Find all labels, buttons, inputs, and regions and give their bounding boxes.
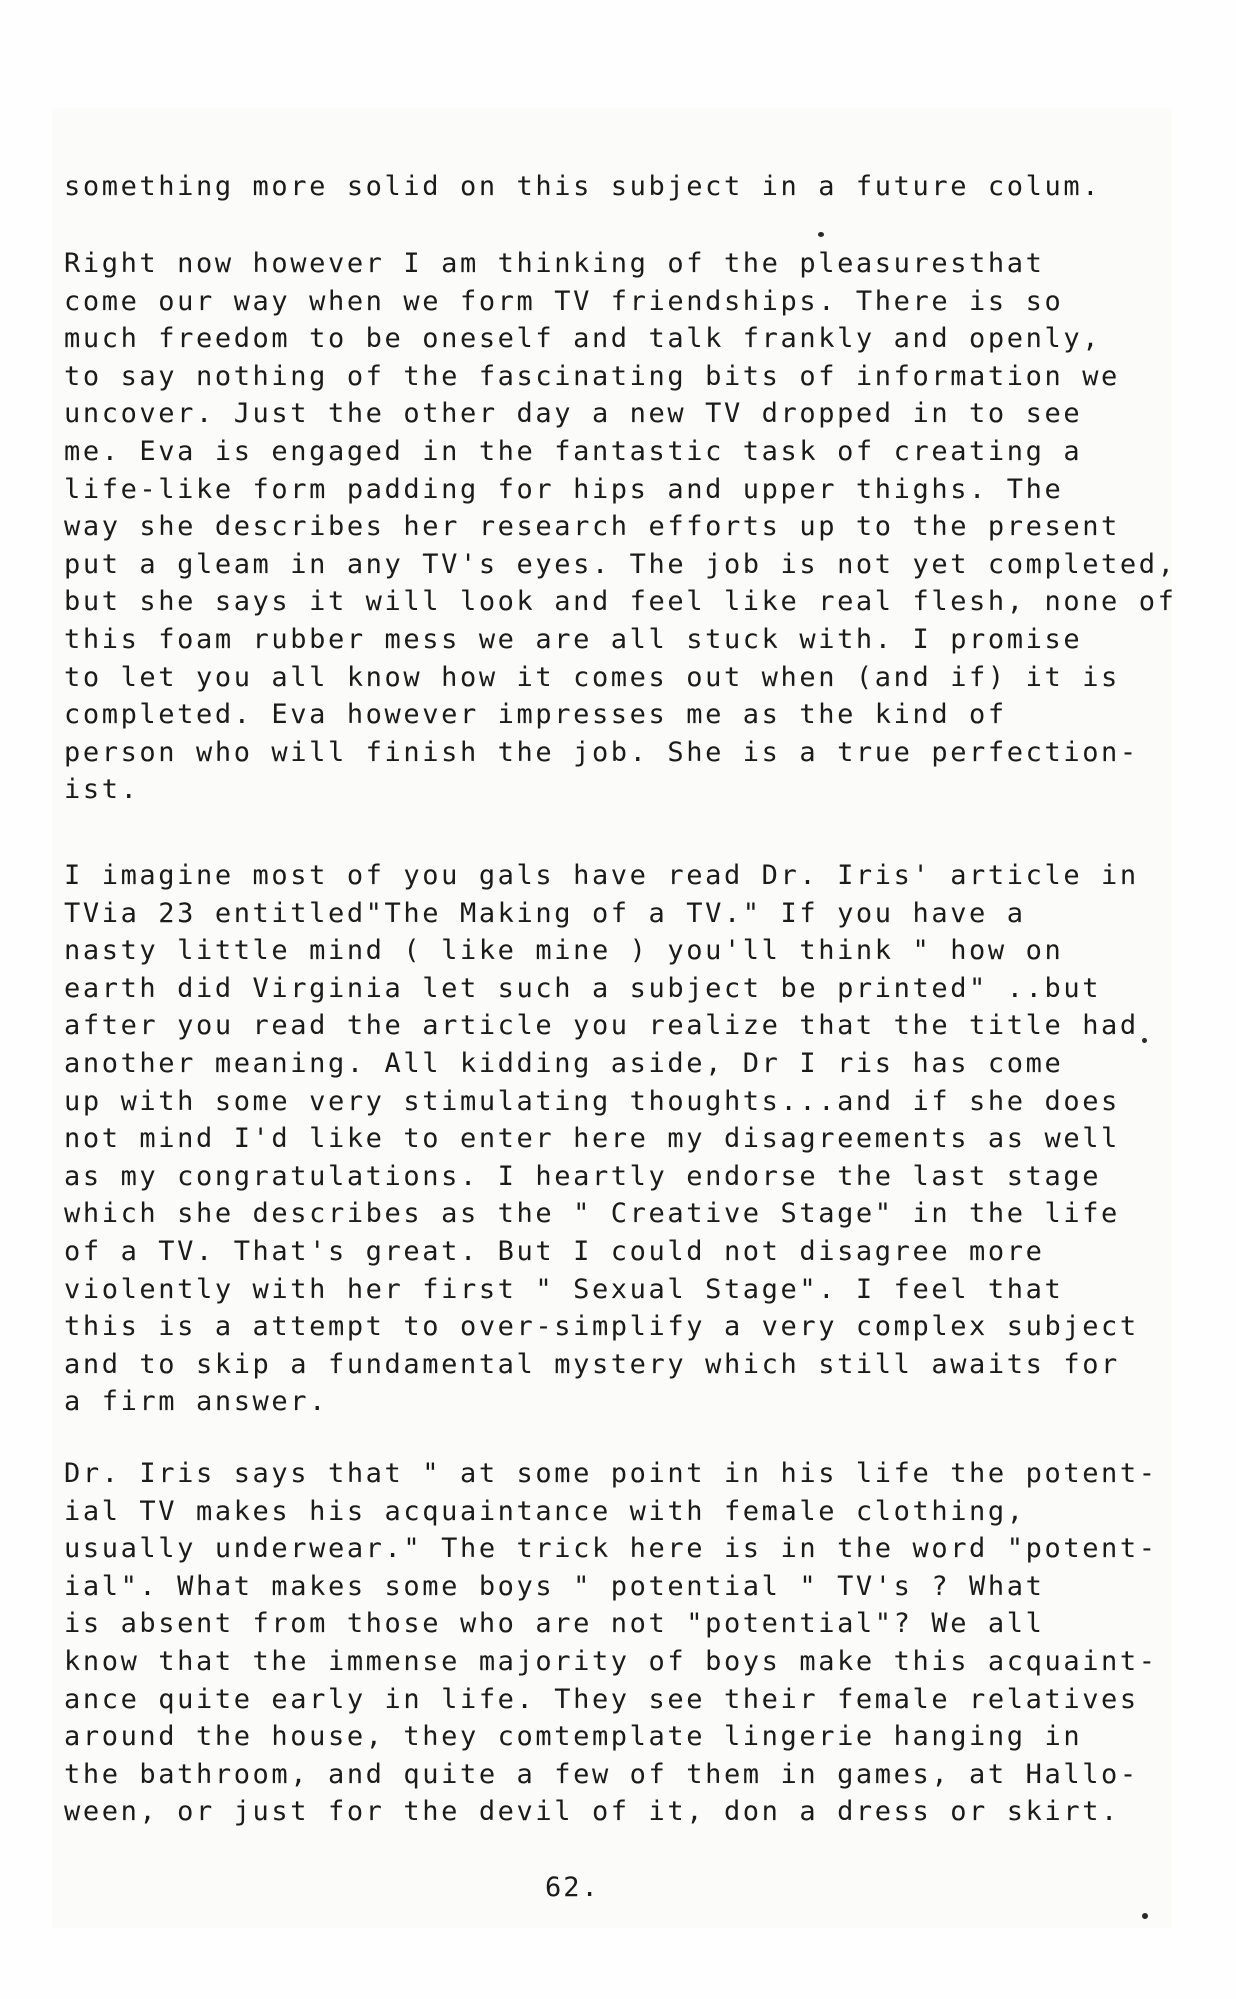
text-line: not mind I'd like to enter here my disagreements as well <box>64 1123 1120 1155</box>
text-line: I imagine most of you gals have read Dr. Iris' article in <box>64 860 1139 891</box>
text-line: but she says it will look and feel like real flesh, none of <box>64 586 1177 618</box>
text-line: way she describes her research efforts up to the present <box>64 511 1120 543</box>
text-line: something more solid on this subject in a future colum. <box>64 171 1102 202</box>
text-line: a firm answer. <box>64 1386 328 1418</box>
text-line: person who will finish the job. She is a true perfection- <box>64 736 1139 768</box>
text-line: as my congratulations. I heartly endorse the last stage <box>64 1160 1102 1192</box>
text-line: ial TV makes his acquaintance with female clothing, <box>64 1495 1026 1527</box>
text-line: to say nothing of the fascinating bits of information we <box>64 360 1120 392</box>
paragraph-dr-iris-article <box>64 857 1174 1421</box>
text-line: Dr. Iris says that " at some point in his life the potent- <box>64 1458 1158 1489</box>
text-line: the bathroom, and quite a few of them in games, at Hallo- <box>64 1758 1139 1790</box>
text-line: ance quite early in life. They see their female relatives <box>64 1683 1139 1715</box>
text-line: nasty little mind ( like mine ) you'll think " how on <box>64 935 1064 967</box>
scan-speck <box>1142 1038 1147 1043</box>
text-line: come our way when we form TV friendships. There is so <box>64 285 1064 317</box>
text-line: which she describes as the " Creative Stage" in the life <box>64 1198 1120 1230</box>
text-line: put a gleam in any TV's eyes. The job is not yet completed, <box>64 548 1177 580</box>
text-line: life-like form padding for hips and upper thighs. The <box>64 473 1064 505</box>
text-line: this is a attempt to over-simplify a very complex subject <box>64 1311 1139 1343</box>
paragraph-continuation <box>64 168 1174 206</box>
text-line: to let you all know how it comes out when (and if) it is <box>64 661 1120 693</box>
text-line: after you read the article you realize that the title had <box>64 1010 1139 1042</box>
text-line: this foam rubber mess we are all stuck with. I promise <box>64 623 1083 655</box>
text-line: around the house, they comtemplate lingerie hanging in <box>64 1721 1083 1753</box>
scan-speck <box>818 232 824 237</box>
text-line: Right now however I am thinking of the pleasuresthat <box>64 248 1045 279</box>
text-line: of a TV. That's great. But I could not disagree more <box>64 1235 1045 1267</box>
text-line: is absent from those who are not "potential"? We all <box>64 1608 1045 1640</box>
text-line: and to skip a fundamental mystery which still awaits for <box>64 1348 1120 1380</box>
text-line: ist. <box>64 774 140 806</box>
paragraph-tv-friendships <box>64 245 1177 809</box>
text-line: TVia 23 entitled"The Making of a TV." If you have a <box>64 897 1026 929</box>
text-line: uncover. Just the other day a new TV dropped in to see <box>64 398 1083 430</box>
text-line: another meaning. All kidding aside, Dr I ris has come <box>64 1047 1064 1079</box>
text-line: completed. Eva however impresses me as the kind of <box>64 699 1007 731</box>
text-line: usually underwear." The trick here is in the word "potent- <box>64 1533 1158 1565</box>
text-line: much freedom to be oneself and talk frankly and openly, <box>64 323 1102 355</box>
text-line: violently with her first " Sexual Stage". I feel that <box>64 1273 1064 1305</box>
text-line: know that the immense majority of boys make this acquaint- <box>64 1645 1158 1677</box>
scan-speck <box>1142 1913 1148 1919</box>
page-number: 62. <box>545 1872 600 1903</box>
text-line: ial". What makes some boys " potential " TV's ? What <box>64 1570 1045 1602</box>
text-line: up with some very stimulating thoughts...and if she does <box>64 1085 1120 1117</box>
text-line: ween, or just for the devil of it, don a dress or skirt. <box>64 1796 1120 1828</box>
text-line: me. Eva is engaged in the fantastic task of creating a <box>64 435 1083 467</box>
paragraph-potential-tv <box>64 1455 1174 1831</box>
text-line: earth did Virginia let such a subject be printed" ..but <box>64 972 1102 1004</box>
